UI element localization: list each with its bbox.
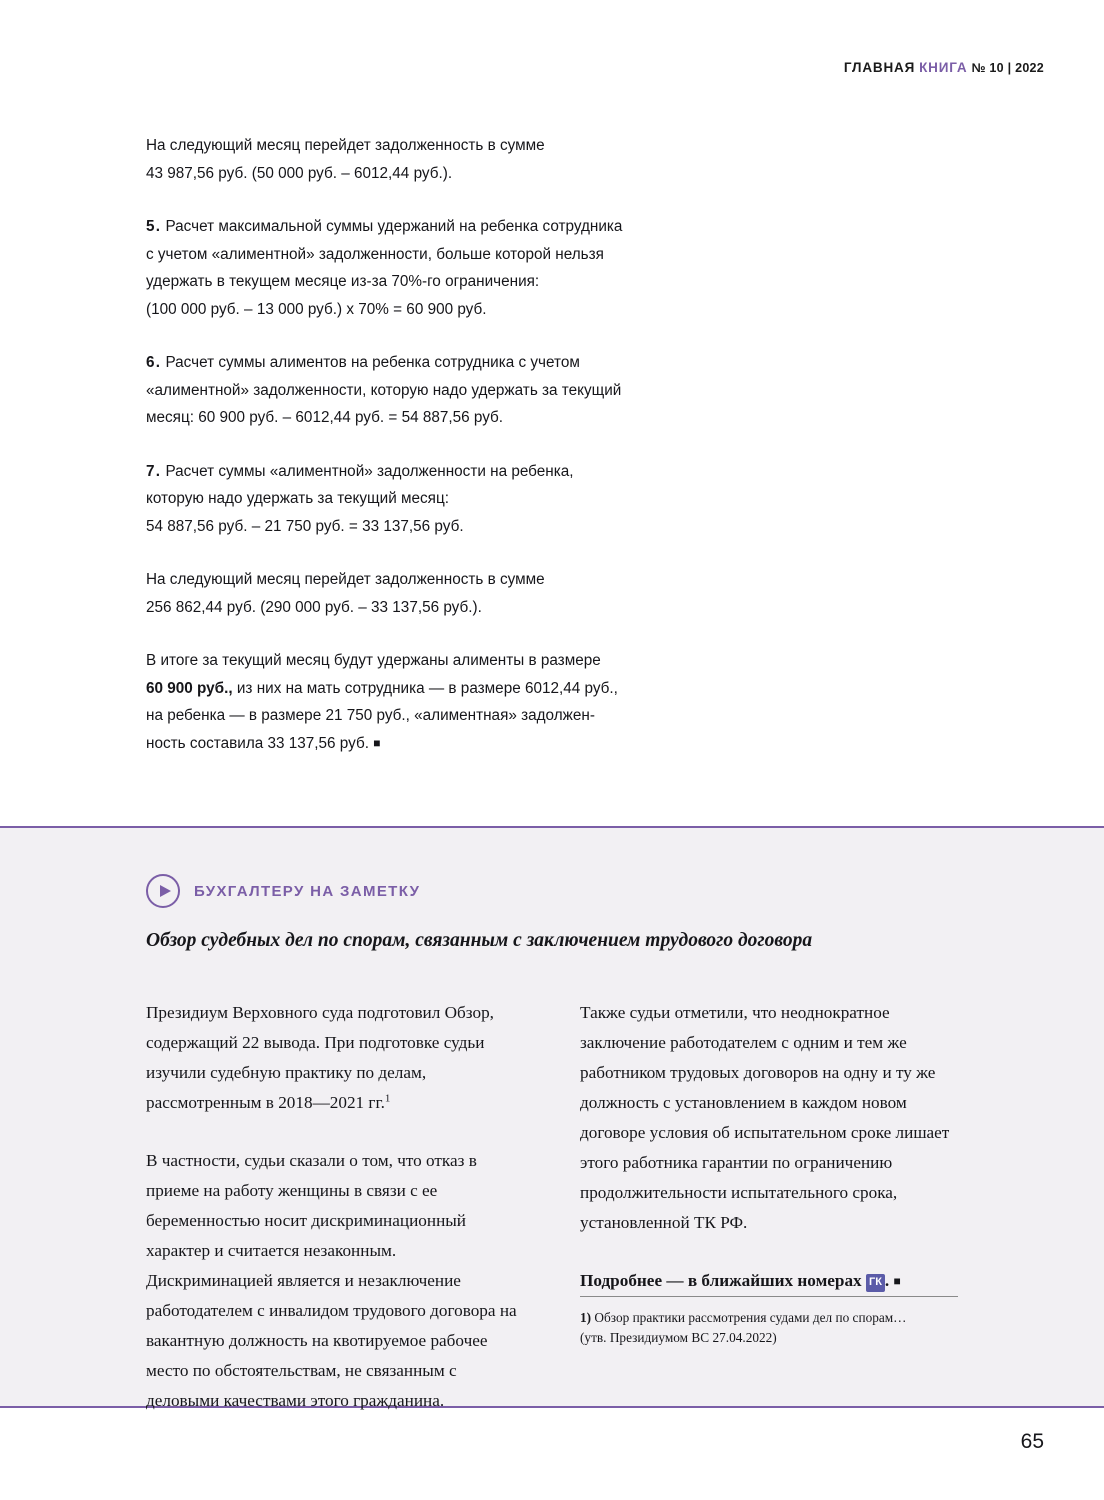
note-left-column: [146, 998, 524, 1416]
footnote-number: 1): [580, 1310, 592, 1325]
paragraph: [146, 132, 846, 187]
paragraph-line: Расчет максимальной суммы удержаний на ребенка сотрудника: [165, 218, 623, 235]
paragraph-line: (100 000 руб. – 13 000 руб.) х 70% = 60 900 руб.: [146, 300, 487, 318]
summary-paragraph: [146, 647, 846, 757]
note-right-column: [580, 998, 958, 1416]
paragraph-line: 54 887,56 руб. – 21 750 руб. = 33 137,56 руб.: [146, 517, 464, 535]
summary-line: на ребенка — в размере 21 750 руб., «алиментная» задолжен-: [146, 707, 595, 724]
summary-amount: 60 900 руб.,: [146, 679, 233, 697]
paragraph-line: 256 862,44 руб. (290 000 руб. – 33 137,56 руб.).: [146, 598, 482, 616]
paragraph-line: Расчет суммы «алиментной» задолженности на ребенка,: [165, 462, 574, 480]
gk-badge-icon[interactable]: ГК: [866, 1274, 885, 1292]
header-issue: № 10 | 2022: [971, 61, 1044, 75]
paragraph-line: с учетом «алиментной» задолженности, больше которой нельзя: [146, 245, 604, 263]
step-number: 5.: [146, 218, 162, 235]
note-paragraph: Также судьи отметили, что неоднократное заключение работодателем с одним и тем же работником трудовых договоров на одну и ту же должность с установлением в каждом новом договоре условия об испытательном сроке лишает этого работника гарантии по ограничению продолжительности испытательного срока, установленной ТК РФ.: [580, 1003, 950, 1232]
note-paragraph: [146, 998, 524, 1118]
page-number: 65: [1020, 1430, 1044, 1453]
note-kicker-label: БУХГАЛТЕРУ НА ЗАМЕТКУ: [194, 882, 421, 900]
footnote: [580, 1296, 958, 1348]
play-icon: [146, 874, 180, 908]
header-brand-accent: КНИГА: [919, 60, 968, 75]
paragraph-line: 43 987,56 руб. (50 000 руб. – 6012,44 руб.).: [146, 164, 453, 182]
paragraph-line: которую надо удержать за текущий месяц:: [146, 490, 449, 507]
page-header: [844, 60, 1044, 75]
paragraph-line: удержать в текущем месяце из-за 70%-го ограничения:: [146, 273, 540, 290]
note-kicker: [146, 874, 420, 908]
footnote-text: [580, 1308, 958, 1348]
paragraph-line: На следующий месяц перейдет задолженность в сумме: [146, 137, 545, 154]
paragraph: [146, 213, 846, 323]
footnote-divider: [580, 1296, 958, 1297]
note-paragraph: В частности, судьи сказали о том, что отказ в приеме на работу женщины в связи с ее беременностью носит дискриминационный характер и считается незаконным. Дискриминацией является и незаключение работодателем с инвалидом трудового договора на вакантную должность на квотируемое рабочее место по обстоятельствам, не связанным с деловыми качествами этого гражданина.: [146, 1151, 517, 1410]
paragraph: [146, 458, 846, 541]
footnote-source: (утв. Президиумом ВС 27.04.2022): [580, 1330, 777, 1345]
step-number: 7.: [146, 462, 162, 480]
article-body: [146, 132, 846, 757]
summary-line: ность составила 33 137,56 руб.: [146, 734, 369, 752]
note-columns: [146, 998, 958, 1416]
paragraph-line: Расчет суммы алиментов на ребенка сотрудника с учетом: [165, 354, 580, 371]
header-brand-main: ГЛАВНАЯ: [843, 60, 916, 75]
paragraph-line: «алиментной» задолженности, которую надо удержать за текущий: [146, 381, 622, 399]
paragraph-line: На следующий месяц перейдет задолженность в сумме: [146, 571, 545, 588]
footnote-title: Обзор практики рассмотрения судами дел по спорам…: [591, 1310, 907, 1325]
note-more-line: [580, 1266, 958, 1296]
summary-line: из них на мать сотрудника — в размере 6012,44 руб.,: [232, 679, 618, 697]
note-paragraph-text: Президиум Верховного суда подготовил Обзор, содержащий 22 вывода. При подготовке судьи изучили судебную практику по делам, рассмотренным в 2018—2021 гг.: [146, 1003, 494, 1112]
end-of-article-marker: ■: [373, 735, 381, 750]
summary-line: В итоге за текущий месяц будут удержаны алименты в размере: [146, 652, 601, 669]
note-more-prefix: Подробнее — в ближайших номерах: [580, 1271, 862, 1290]
paragraph: [146, 566, 846, 621]
step-number: 6.: [146, 354, 162, 371]
paragraph-line: месяц: 60 900 руб. – 6012,44 руб. = 54 887,56 руб.: [146, 409, 504, 426]
note-title: Обзор судебных дел по спорам, связанным с заключением трудового договора: [146, 930, 813, 951]
note-more-suffix: .: [884, 1271, 890, 1290]
paragraph: [146, 349, 846, 432]
end-of-note-marker: ■: [893, 1274, 901, 1288]
footnote-reference[interactable]: 1: [384, 1092, 391, 1105]
